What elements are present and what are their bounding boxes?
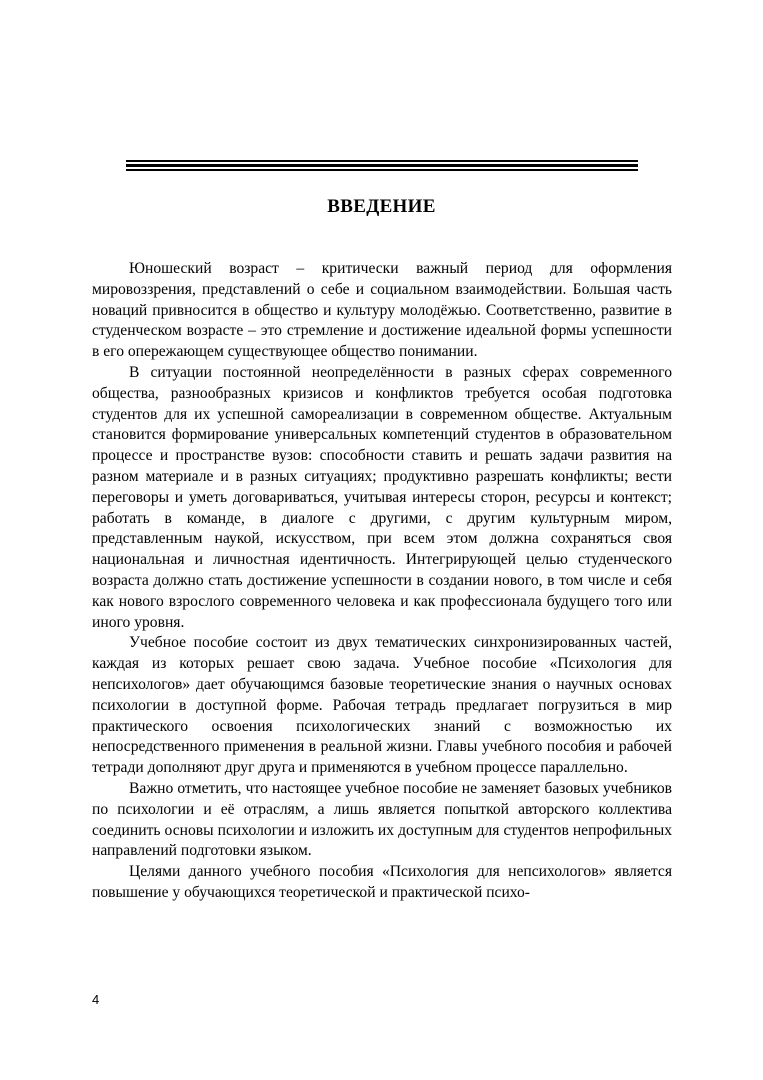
paragraph: Юношеский возраст – критически важный период для оформления мировоззрения, представлений о себе и социальном взаимодействии. Большая часть новаций привносится в общество и культуру молодёжью. Соответственно, развитие в студенческом возрасте – это стремление и достижение идеальной формы успешности в его опережающем существующее общество понимании. — [92, 260, 672, 361]
paragraph: В ситуации постоянной неопределённости в разных сферах современного общества, разнообразных кризисов и конфликтов требуется особая подготовка студентов для их успешной самореализации в современном обществе. Актуальным становится формирование универсальных компетенций студентов в образовательном процессе и пространстве вузов: способности ставить и решать задачи развития на разном материале и в разных ситуациях; продуктивно разрешать конфликты; вести переговоры и уметь договариваться, учитывая интересы сторон, ресурсы и контекст; работать в команде, в диалоге с другими, с другим культурным миром, представленным наукой, искусством, при всем этом должна сохраняться своя национальная и личностная идентичность. Интегрирующей целью студенческого возраста должно стать достижение успешности в создании нового, в том числе и себя как нового взрослого современного человека и как профессионала будущего того или иного уровня. — [92, 363, 672, 631]
paragraph: Целями данного учебного пособия «Психология для непсихологов» является повышение у обучающихся теоретической и практической психо- — [92, 863, 672, 901]
paragraph: Важно отметить, что настоящее учебное пособие не заменяет базовых учебников по психологии и её отраслям, а лишь является попыткой авторского коллектива соединить основы психологии и изложить их доступным для студентов непрофильных направлений подготовки языком. — [92, 779, 672, 860]
header-rule — [126, 160, 638, 173]
page-number: 4 — [92, 992, 100, 1007]
header-rule-line — [126, 160, 638, 162]
header-rule-line — [126, 164, 638, 167]
header-rule-line — [126, 169, 638, 171]
paragraph: Учебное пособие состоит из двух тематических синхронизированных частей, каждая из которых решает свою задача. Учебное пособие «Психология для непсихологов» дает обучающимся базовые теоретические знания о научных основах психологии в доступной форме. Рабочая тетрадь предлагает погрузиться в мир практического освоения психологических знаний с возможностью их непосредственного применения в реальной жизни. Главы учебного пособия и рабочей тетради дополняют друг друга и применяются в учебном процессе параллельно. — [92, 634, 672, 777]
body-text — [92, 259, 672, 904]
chapter-title: ВВЕДЕНИЕ — [327, 196, 436, 217]
